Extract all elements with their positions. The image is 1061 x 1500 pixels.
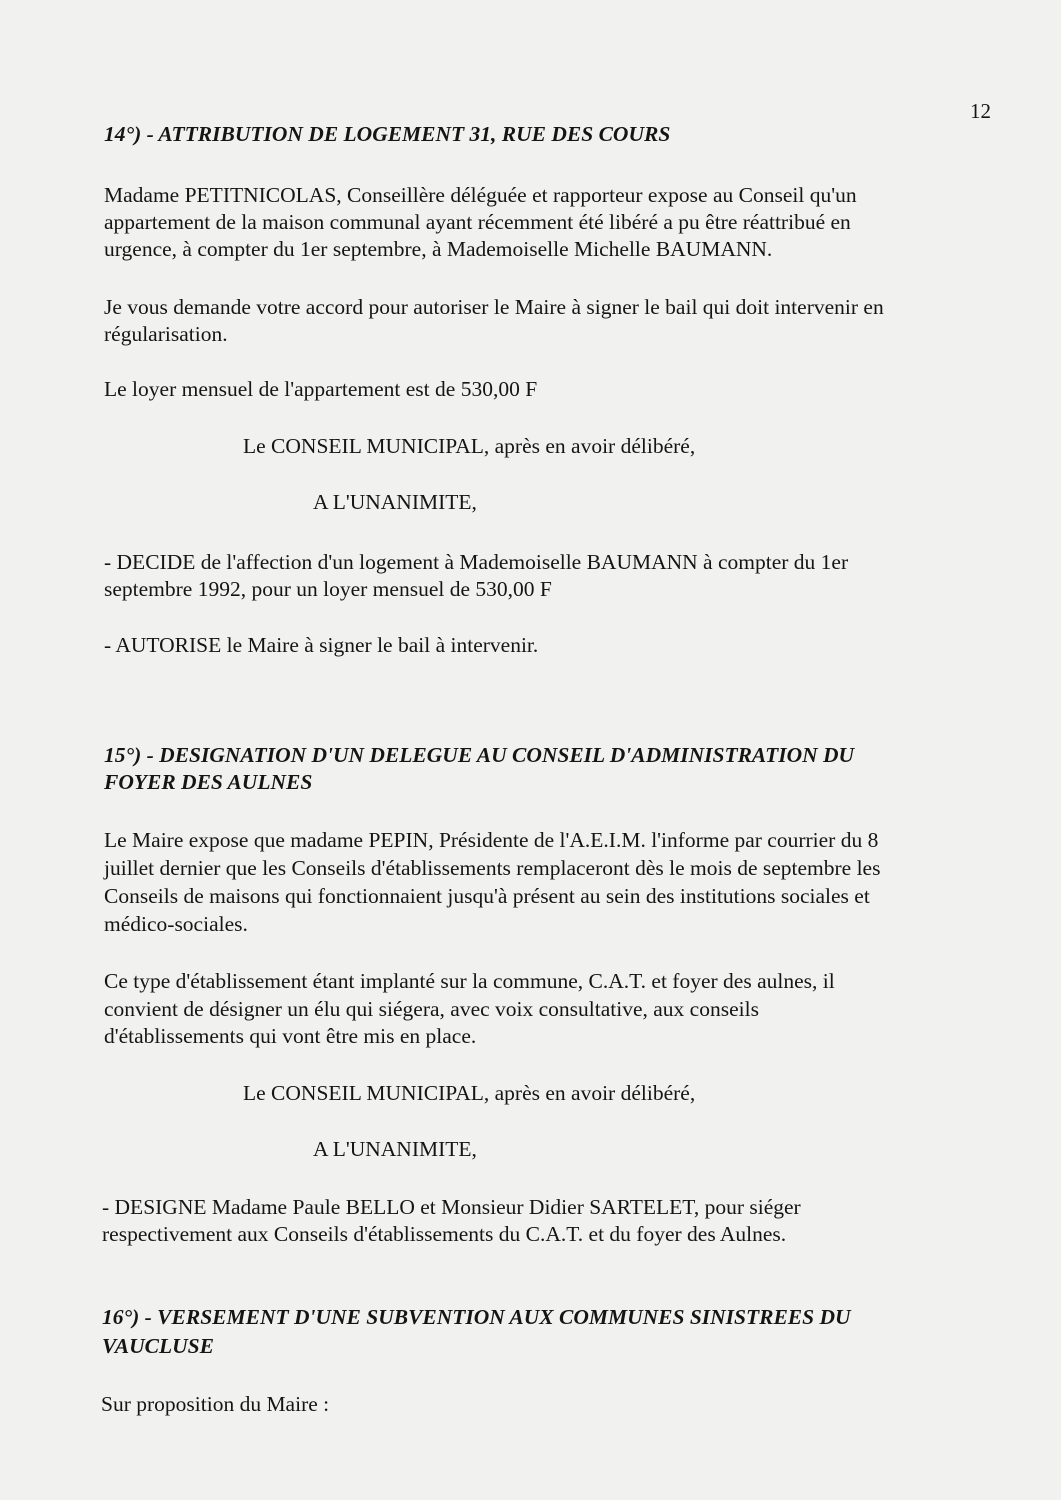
section-14-heading: 14°) - ATTRIBUTION DE LOGEMENT 31, RUE DES COURS [104, 122, 671, 146]
section-14-para1-line2: appartement de la maison communal ayant récemment été libéré a pu être réattribué en [104, 210, 851, 234]
section-15-para2-line1: Ce type d'établissement étant implanté sur la commune, C.A.T. et foyer des aulnes, il [104, 969, 835, 993]
section-14-para1-line1: Madame PETITNICOLAS, Conseillère déléguée et rapporteur expose au Conseil qu'un [104, 183, 857, 207]
section-14-decision1-line2: septembre 1992, pour un loyer mensuel de 530,00 F [104, 577, 552, 601]
section-15-para1-line2: juillet dernier que les Conseils d'établissements remplaceront dès le mois de septembre les [104, 856, 881, 880]
section-15-vote: A L'UNANIMITE, [313, 1137, 477, 1161]
section-15-heading-line2: FOYER DES AULNES [104, 770, 313, 794]
section-15-decision1-line1: - DESIGNE Madame Paule BELLO et Monsieur Didier SARTELET, pour siéger [102, 1195, 801, 1219]
section-14-council: Le CONSEIL MUNICIPAL, après en avoir délibéré, [243, 434, 696, 458]
section-14-para1-line3: urgence, à compter du 1er septembre, à Mademoiselle Michelle BAUMANN. [104, 237, 773, 261]
section-15-para1-line4: médico-sociales. [104, 912, 248, 936]
section-15-council: Le CONSEIL MUNICIPAL, après en avoir délibéré, [243, 1081, 696, 1105]
section-15-para2-line3: d'établissements qui vont être mis en place. [104, 1024, 477, 1048]
section-14-para2-line1: Je vous demande votre accord pour autoriser le Maire à signer le bail qui doit intervenir en [104, 295, 884, 319]
section-15-para1-line1: Le Maire expose que madame PEPIN, Présidente de l'A.E.I.M. l'informe par courrier du 8 [104, 828, 879, 852]
section-15-para1-line3: Conseils de maisons qui fonctionnaient jusqu'à présent au sein des institutions sociales et [104, 884, 870, 908]
section-14-para3: Le loyer mensuel de l'appartement est de 530,00 F [104, 377, 538, 401]
section-14-vote: A L'UNANIMITE, [313, 490, 477, 514]
section-16-heading-line1: 16°) - VERSEMENT D'UNE SUBVENTION AUX COMMUNES SINISTREES DU [102, 1305, 851, 1329]
section-16-heading-line2: VAUCLUSE [102, 1334, 214, 1358]
section-16-para1: Sur proposition du Maire : [101, 1392, 330, 1416]
section-14-decision1-line1: - DECIDE de l'affection d'un logement à Mademoiselle BAUMANN à compter du 1er [104, 550, 849, 574]
page-number: 12 [970, 99, 991, 123]
section-15-decision1-line2: respectivement aux Conseils d'établissements du C.A.T. et du foyer des Aulnes. [102, 1222, 787, 1246]
section-14-para2-line2: régularisation. [104, 322, 228, 346]
section-15-heading-line1: 15°) - DESIGNATION D'UN DELEGUE AU CONSEIL D'ADMINISTRATION DU [104, 743, 855, 767]
section-14-decision2: - AUTORISE le Maire à signer le bail à intervenir. [104, 633, 539, 657]
section-15-para2-line2: convient de désigner un élu qui siégera, avec voix consultative, aux conseils [104, 997, 759, 1021]
